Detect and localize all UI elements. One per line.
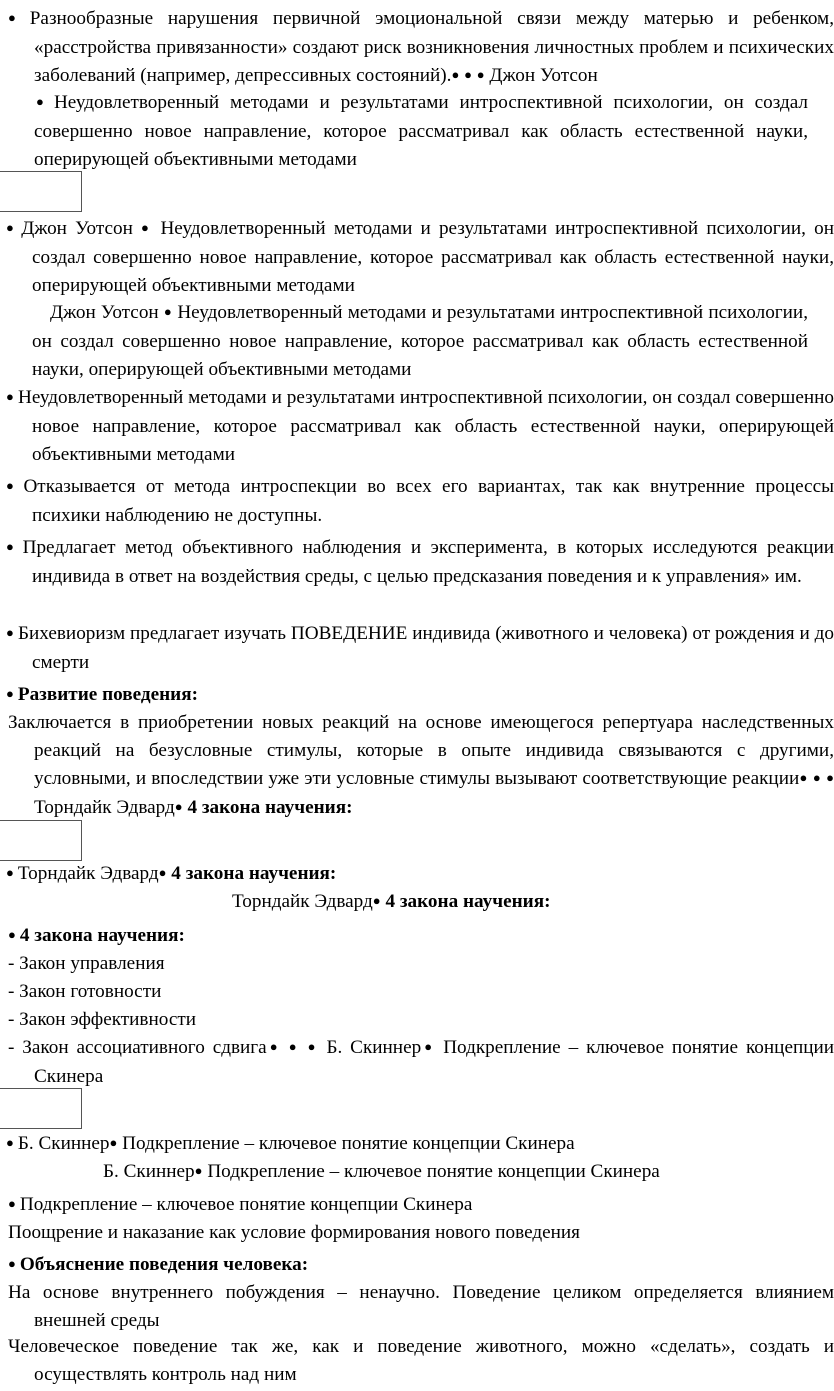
bullet-icon: ●	[6, 1135, 14, 1150]
bullet-icon: ●	[36, 94, 50, 109]
empty-box	[0, 1088, 82, 1129]
bullet-icon: ●	[6, 478, 20, 493]
bullet-icon: ●	[6, 220, 18, 235]
bullet-icon: ●	[6, 865, 14, 880]
paragraph-internal-motive: На основе внутреннего побуждения – ненаучно. Поведение целиком определяется влиянием внешней среды	[8, 1282, 834, 1331]
paragraph-control: Человеческое поведение так же, как и поведение животного, можно «сделать», создать и осуществлять контроль над ним	[8, 1336, 834, 1385]
paragraph-observation-method: ● Предлагает метод объективного наблюдения и эксперимента, в которых исследуются реакции индивида в ответ на воздействия среды, с целью предсказания поведения и к управления» им.	[6, 537, 834, 587]
bullet-icon: ●	[6, 686, 14, 701]
bullet-icon: ●	[141, 220, 153, 235]
bullet-icon: ●	[307, 1039, 319, 1054]
line-skinner-2: Б. Скиннер● Подкрепление – ключевое понятие концепции Скинера	[103, 1161, 660, 1182]
line-reward-punishment: Поощрение и наказание как условие формирования нового поведения	[8, 1222, 580, 1243]
bullet-icon: ●	[109, 1135, 118, 1150]
bullet-icon: ●	[421, 1039, 436, 1054]
bullet-icon: ●	[451, 67, 460, 82]
bullet-icon: ●	[464, 67, 472, 82]
bullet-icon: ●	[8, 10, 26, 25]
bullet-icon: ●	[372, 893, 381, 908]
bullet-icon: ●	[8, 1196, 16, 1211]
line-skinner-1: ● Б. Скиннер● Подкрепление – ключевое понятие концепции Скинера	[6, 1133, 575, 1154]
bullet-icon: ●	[476, 67, 485, 82]
paragraph-attachment-disorders: ● Разнообразные нарушения первичной эмоциональной связи между матерью и ребенком, «расстройства привязанности» создают риск возникновения личностных проблем и психических заболеваний (например, депрессивных состояний).● ● ● Джон Уотсон	[8, 8, 834, 86]
bullet-icon: ●	[163, 304, 173, 319]
heading-human-behavior: ● Объяснение поведения человека:	[8, 1254, 309, 1275]
bullet-icon: ●	[826, 770, 834, 785]
bullet-icon: ●	[8, 927, 16, 942]
paragraph-watson-3: Джон Уотсон ● Неудовлетворенный методами и результатами интроспективной психологии, он создал совершенно новое направление, которое рассматривал как область естественной науки, оперирующей объективными методами	[32, 302, 808, 380]
bullet-icon: ●	[158, 865, 167, 880]
empty-box	[0, 171, 82, 212]
paragraph-behaviorism: ● Бихевиоризм предлагает изучать ПОВЕДЕНИЕ индивида (животного и человека) от рождения и до смерти	[6, 623, 834, 673]
law-item: - Закон эффективности	[8, 1009, 197, 1030]
paragraph-watson-4: ● Неудовлетворенный методами и результатами интроспективной психологии, он создал совершенно новое направление, которое рассматривал как область естественной науки, оперирующей объективными методами	[6, 387, 834, 465]
bullet-icon: ●	[812, 770, 822, 785]
law-item-associative-shift: - Закон ассоциативного сдвига● ● ● Б. Скиннер● Подкрепление – ключевое понятие концепции Скинера	[8, 1037, 834, 1087]
law-item: - Закон готовности	[8, 981, 162, 1002]
paragraph-introspection: ● Отказывается от метода интроспекции во всех его вариантах, так как внутренние процессы психики наблюдению не доступны.	[6, 476, 834, 526]
bullet-icon: ●	[6, 625, 14, 640]
paragraph-watson-2: ● Джон Уотсон ● Неудовлетворенный методами и результатами интроспективной психологии, он создал совершенно новое направление, которое рассматривал как область естественной науки, оперирующей объективными методами	[6, 218, 834, 296]
bullet-icon: ●	[194, 1163, 203, 1178]
bullet-icon: ●	[8, 1256, 16, 1271]
line-thorndike-1: ● Торндайк Эдвард● 4 закона научения:	[6, 863, 337, 884]
line-thorndike-2: Торндайк Эдвард● 4 закона научения:	[232, 891, 551, 912]
bullet-icon: ●	[6, 539, 19, 554]
law-item: - Закон управления	[8, 953, 165, 974]
bullet-icon: ●	[799, 770, 808, 785]
heading-learning-laws: ● 4 закона научения:	[8, 925, 185, 946]
bullet-icon: ●	[174, 799, 183, 814]
bullet-icon: ●	[288, 1039, 300, 1054]
line-reinforcement: ● Подкрепление – ключевое понятие концепции Скинера	[8, 1194, 473, 1215]
bullet-icon: ●	[266, 1039, 281, 1054]
paragraph-watson-1: ● Неудовлетворенный методами и результатами интроспективной психологии, он создал совершенно новое направление, которое рассматривал как область естественной науки, оперирующей объективными методами	[34, 92, 808, 170]
bullet-icon: ●	[6, 389, 14, 404]
paragraph-reactions: Заключается в приобретении новых реакций на основе имеющегося репертуара наследственных реакций на безусловные стимулы, которые в опыте индивида связываются с другими, условными, и впоследствии уже эти условные стимулы вызывают соответствующие реакции● ● ● Торндайк Эдвард● 4 закона научения:	[8, 712, 834, 818]
heading-behavior-development: ● Развитие поведения:	[6, 684, 198, 705]
empty-box	[0, 820, 82, 861]
